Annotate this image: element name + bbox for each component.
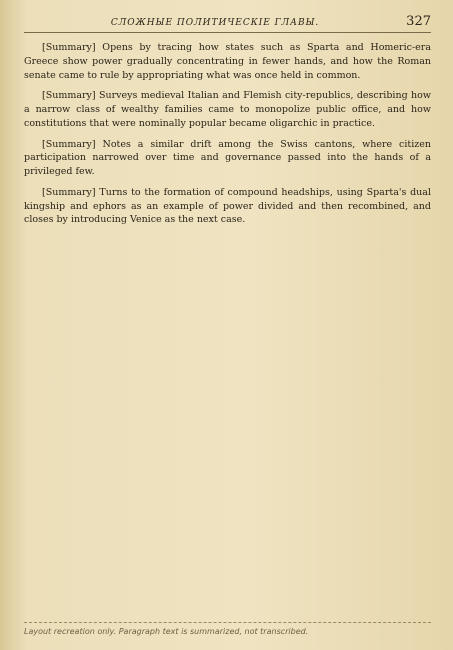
page-number: 327 — [406, 14, 431, 29]
body-paragraph: [Summary] Opens by tracing how states such as Sparta and Homeric-era Greece show power gradually concentrating in fewer hands, and how the Roman senate came to rule by appropriating what was once held in common. — [24, 42, 431, 81]
body-paragraph: [Summary] Turns to the formation of compound headships, using Sparta's dual kingship and ephors as an example of power divided and then recombined, and closes by introducing Venice as the next case. — [24, 186, 431, 226]
recreation-note: Layout recreation only. Paragraph text is summarized, not transcribed. — [24, 622, 431, 636]
body-paragraph: [Summary] Surveys medieval Italian and Flemish city-republics, describing how a narrow class of wealthy families came to monopolize public office, and how constitutions that were nominally popular became oligarchic in practice. — [24, 90, 431, 129]
running-title: СЛОЖНЫЕ ПОЛИТИЧЕСКІЕ ГЛАВЫ. — [110, 18, 320, 28]
body-paragraph: [Summary] Notes a similar drift among the Swiss cantons, where citizen participation narrowed over time and governance passed into the hands of a privileged few. — [24, 138, 431, 178]
running-head — [24, 14, 431, 33]
